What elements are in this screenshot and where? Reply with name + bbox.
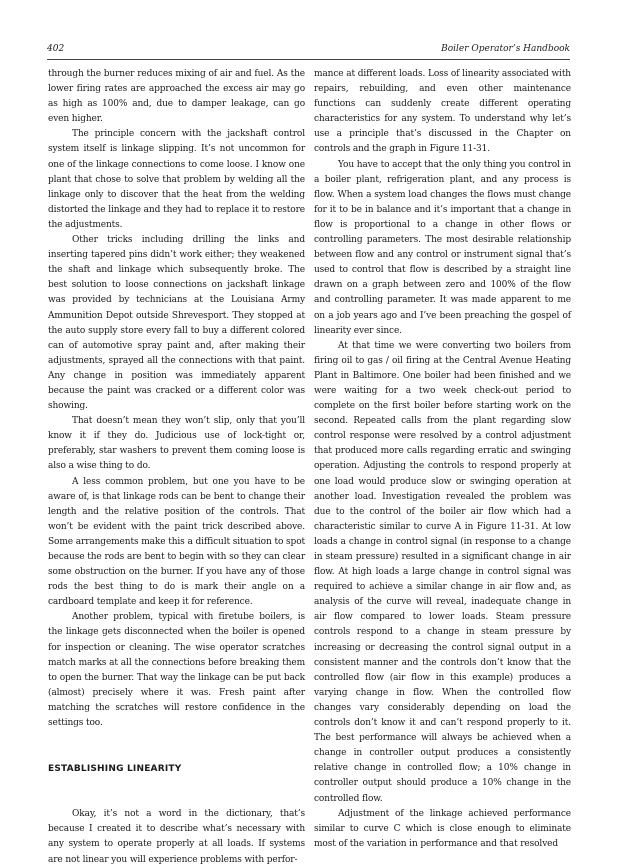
- paragraph: Another problem, typical with firetube boilers, is the linkage gets disconnected when the boiler is opened for inspection or cleaning. The wise operator scratches match marks at all the connections before breaking them to open the burner. That way the linkage can be put back (almost) precisely where it was. Fresh paint after matching the scratches will restore confidence in the settings too.: [48, 612, 305, 729]
- paragraph: A less common problem, but one you have to be aware of, is that linkage rods can be bent to change their length and the relative position of the controls. That won’t be evident with the paint trick described above. Some arrangements make this a difficult situation to spot because the rods are bent to begin with so they can clear some obstruction on the burner. If you have any of those rods the best thing to do is mark their angle on a cardboard template and keep it for reference.: [48, 476, 305, 608]
- left-column: [48, 67, 305, 868]
- paragraph: At that time we were converting two boilers from firing oil to gas / oil firing at the Central Avenue Heating Plant in Baltimore. One boiler had been finished and we were waiting for a two week check-out period to complete on the first boiler before starting work on the second. Repeated calls from the plant regarding slow control response were resolved by a control adjustment that produced more calls regarding erratic and swinging operation. Adjusting the controls to respond properly at one load would produce slow or swinging operation at another load. Investigation revealed the problem was due to the control of the boiler air flow which had a characteristic similar to curve A in Figure 11-31. At low loads a change in control signal (in response to a change in steam pressure) resulted in a significant change in air flow. At high loads a large change in control signal was required to achieve a similar change in air flow and, as analysis of the curve will reveal, inadequate change in air flow compared to lower loads. Steam pressure controls respond to a change in steam pressure by increasing or decreasing the control signal output in a consistent manner and the controls don’t know that the controlled flow (air flow in this example) produces a varying change in flow. When the controlled flow changes vary considerably depending on load the controls don’t know it and can’t respond properly to it. The best performance will always be achieved when a change in controller output produces a consistently relative change in controlled flow; a 10% change in controller output should produce a 10% change in the controlled flow.: [314, 340, 571, 804]
- paragraph: mance at different loads. Loss of linearity associated with repairs, rebuilding, and even other maintenance functions can suddenly create different operating characteristics for any system. To understand why let’s use a principle that’s discussed in the Chapter on controls and the graph in Figure 11-31.: [314, 69, 571, 155]
- running-header: [47, 44, 570, 60]
- page-number: 402: [47, 44, 65, 54]
- paragraph: through the burner reduces mixing of air and fuel. As the lower firing rates are approached the excess air may go as high as 100% and, due to damper leakage, can go even higher.: [48, 69, 305, 125]
- paragraph: Adjustment of the linkage achieved performance similar to curve C which is close enough to eliminate most of the variation in performance and that resolved: [314, 808, 571, 849]
- paragraph: You have to accept that the only thing you control in a boiler plant, refrigeration plant, and any process is flow. When a system load changes the flows must change for it to be in balance and it’s important that a change in flow is proportional to a change in other flows or controlling parameters. The most desirable relationship between flow and any control or instrument signal that’s used to control that flow is described by a straight line drawn on a graph between zero and 100% of the flow and controlling parameter. It was made apparent to me on a job years ago and I’ve been preaching the gospel of linearity ever since.: [314, 159, 571, 336]
- book-title: Boiler Operator’s Handbook: [441, 44, 570, 54]
- paragraph: Other tricks including drilling the links and inserting tapered pins didn’t work either; they weakened the shaft and linkage which subsequently broke. The best solution to loose connections on jackshaft linkage was provided by technicians at the Louisiana Army Ammunition Depot outside Shrevesport. They stopped at the auto supply store every fall to buy a different colored can of automotive spray paint and, after making their adjustments, sprayed all the connections with that paint. Any change in position was immediately apparent because the paint was cracked or a different color was showing.: [48, 235, 305, 412]
- paragraph: Okay, it’s not a word in the dictionary, that’s because I created it to describe what’s necessary with any system to operate properly at all loads. If systems are not linear you will experience problems with perfor-: [48, 809, 305, 865]
- paragraph: That doesn’t mean they won’t slip, only that you’ll know it if they do. Judicious use of lock-tight or, preferably, star washers to prevent them coming loose is also a wise thing to do.: [48, 416, 305, 472]
- paragraph: The principle concern with the jackshaft control system itself is linkage slipping. It’s not uncommon for one of the linkage connections to come loose. I know one plant that chose to solve that problem by welding all the linkage only to discover that the heat from the welding distorted the linkage and they had to replace it to restore the adjustments.: [48, 129, 305, 230]
- right-column: [314, 67, 571, 852]
- section-heading: ESTABLISHING LINEARITY: [48, 764, 182, 775]
- header-rule: [47, 59, 570, 60]
